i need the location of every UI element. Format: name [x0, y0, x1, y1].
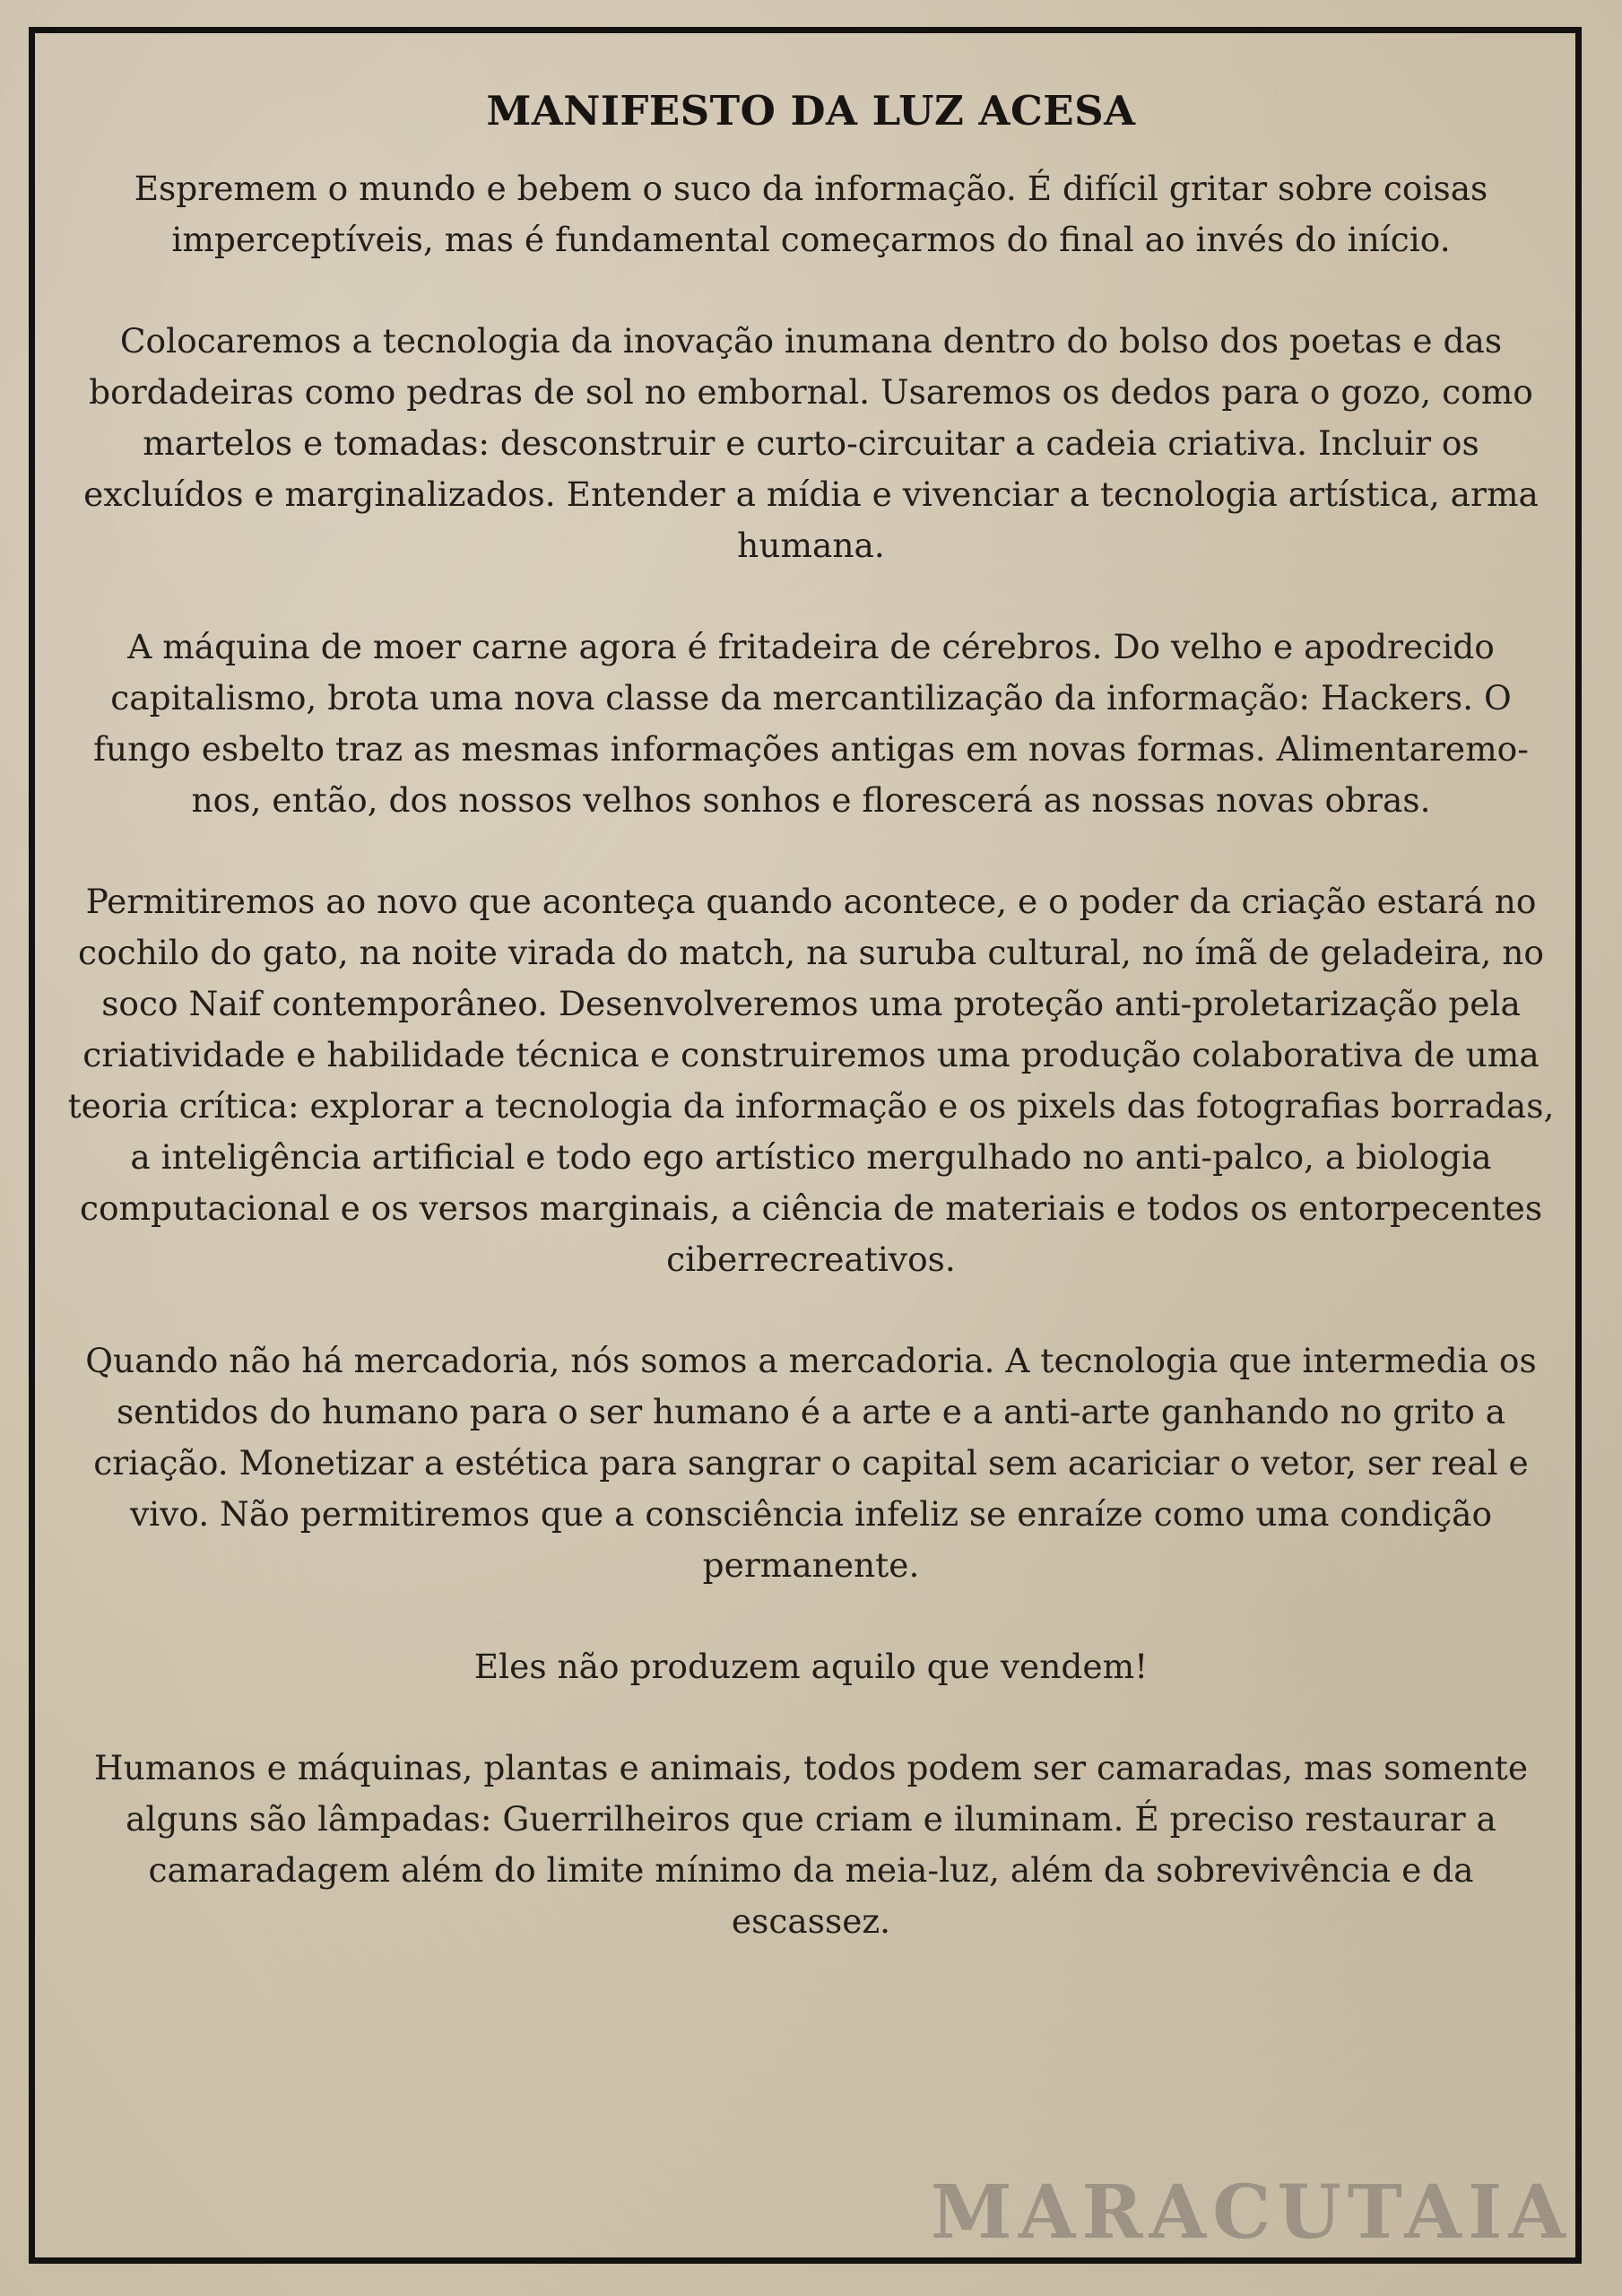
page-title: MANIFESTO DA LUZ ACESA — [486, 87, 1136, 135]
paragraph-3: A máquina de moer carne agora é fritadeira de cérebros. Do velho e apodrecido capitalismo, brota uma nova classe da mercantilização da informação: Hackers. O fungo esbelto traz as mesmas informações antigas em novas formas. Alimentaremo-nos, então, dos nossos velhos sonhos e florescerá as nossas novas obras. — [93, 627, 1529, 821]
paragraph-2: Colocaremos a tecnologia da inovação inumana dentro do bolso dos poetas e das bordadeiras como pedras de sol no embornal. Usaremos os dedos para o gozo, como martelos e tomadas: desconstruir e curto-circuitar a cadeia criativa. Incluir os excluídos e marginalizados. Entender a mídia e vivenciar a tecnologia artística, arma humana. — [83, 321, 1539, 566]
manifesto-body — [65, 86, 1557, 1997]
paragraph-7: Humanos e máquinas, plantas e animais, todos podem ser camaradas, mas somente alguns são lâmpadas: Guerrilheiros que criam e iluminam. É preciso restaurar a camaradagem além do limite mínimo da meia-luz, além da sobrevivência e da escassez. — [93, 1748, 1529, 1942]
paragraph-4: Permitiremos ao novo que aconteça quando acontece, e o poder da criação estará no cochilo do gato, na noite virada do match, na suruba cultural, no ímã de geladeira, no soco Naif contemporâneo. Desenvolveremos uma proteção anti-proletarização pela criatividade e habilidade técnica e construiremos uma produção colaborativa de uma teoria crítica: explorar a tecnologia da informação e os pixels das fotografias borradas, a inteligência artificial e todo ego artístico mergulhado no anti-palco, a biologia computacional e os versos marginais, a ciência de materiais e todos os entorpecentes ciberrecreativos. — [67, 882, 1555, 1280]
paragraph-1: Espremem o mundo e bebem o suco da informação. É difícil gritar sobre coisas imperceptíveis, mas é fundamental começarmos do final ao invés do início. — [134, 169, 1488, 260]
paragraph-5: Quando não há mercadoria, nós somos a mercadoria. A tecnologia que intermedia os sentidos do humano para o ser humano é a arte e a anti-arte ganhando no grito a criação. Monetizar a estética para sangrar o capital sem acariciar o vetor, ser real e vivo. Não permitiremos que a consciência infeliz se enraíze como uma condição permanente. — [85, 1341, 1537, 1586]
watermark-logo: MARACUTAIA — [930, 2170, 1572, 2256]
paragraph-6: Eles não produzem aquilo que vendem! — [473, 1647, 1149, 1687]
